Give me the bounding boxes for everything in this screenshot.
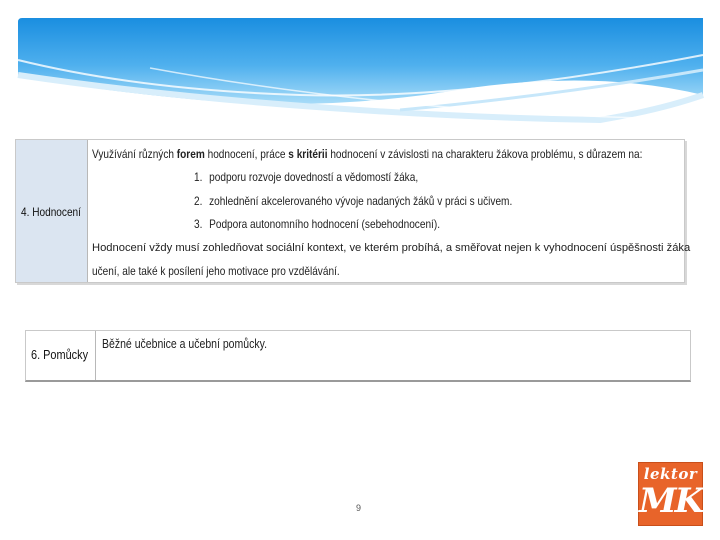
evaluation-list-item: 1. podporu rozvoje dovedností a vědomostí žáka, (194, 170, 419, 184)
evaluation-intro: Využívání různých forem hodnocení, práce s kritérii hodnocení v závislosti na charakteru žákova problému, s důrazem na: (92, 147, 643, 161)
lektor-mk-logo (638, 462, 703, 526)
evaluation-content-cell (92, 140, 691, 282)
header-wave-banner (0, 0, 720, 130)
evaluation-table (15, 139, 691, 283)
aids-label-cell (26, 331, 96, 380)
aids-table (25, 330, 691, 382)
logo-text-top: lektor (643, 465, 698, 483)
evaluation-paragraph-line: Hodnocení vždy musí zohledňovat sociální kontext, ve kterém probíhá, a směřovat nejen k vyhodnocení úspěšnosti žáka (92, 242, 691, 254)
evaluation-list-item: 2. zohlednění akcelerovaného vývoje nadaných žáků v práci s učivem. (194, 194, 513, 208)
evaluation-list-item: 3. Podpora autonomního hodnocení (sebehodnocení). (194, 217, 441, 231)
evaluation-label: 4. Hodnocení (21, 205, 81, 219)
aids-label: 6. Pomůcky (31, 347, 89, 362)
logo-text-bottom: MK (639, 481, 703, 521)
evaluation-label-cell (16, 140, 88, 282)
aids-content: Běžné učebnice a učební pomůcky. (102, 337, 267, 351)
page-number: 9 (356, 503, 362, 513)
evaluation-paragraph-line: učení, ale také k posílení jeho motivace pro vzdělávání. (92, 264, 340, 278)
